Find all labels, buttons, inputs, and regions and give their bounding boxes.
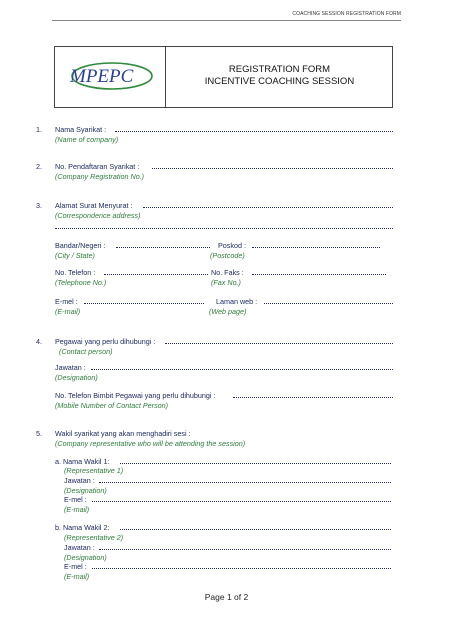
registration-no-field[interactable] [152, 168, 393, 169]
website-field[interactable] [264, 303, 393, 304]
rep2-name-field[interactable] [120, 529, 391, 530]
rep2-email-english: (E-mail) [64, 572, 90, 581]
section-1-number: 1. [36, 125, 42, 134]
rep1-english: (Representative 1) [64, 466, 124, 475]
mobile-number-label: No. Telefon Bimbit Pegawai yang perlu dihubungi : [55, 391, 216, 400]
representative-english: (Company representative who will be attending the session) [55, 439, 246, 448]
email-english: (E-mail) [55, 307, 81, 316]
rep1-email-label: E-mel : [64, 495, 87, 504]
company-name-english: (Name of company) [55, 135, 119, 144]
postcode-label: Poskod : [218, 241, 246, 250]
document-header-label: COACHING SESSION REGISTRATION FORM [292, 11, 401, 17]
fax-field[interactable] [252, 274, 386, 275]
mobile-number-field[interactable] [233, 397, 393, 398]
rep1-email-field[interactable] [92, 501, 391, 502]
email-label: E-mel : [55, 297, 78, 306]
fax-english: (Fax No.) [211, 278, 241, 287]
contact-person-field[interactable] [165, 343, 393, 344]
registration-no-label: No. Pendaftaran Syarikat : [55, 162, 140, 171]
website-english: (Web page) [209, 307, 247, 316]
rep2-designation-label: Jawatan : [64, 543, 95, 552]
address-field-2[interactable] [55, 228, 393, 229]
city-label: Bandar/Negeri : [55, 241, 106, 250]
company-name-label: Nama Syarikat : [55, 125, 107, 134]
form-subtitle: INCENTIVE COACHING SESSION [204, 76, 355, 87]
mobile-number-english: (Mobile Number of Contact Person) [55, 401, 169, 410]
contact-designation-field[interactable] [91, 369, 393, 370]
rep2-designation-field[interactable] [99, 549, 391, 550]
telephone-field[interactable] [104, 274, 208, 275]
city-field[interactable] [116, 247, 210, 248]
rep2-designation-english: (Designation) [64, 553, 107, 562]
email-field[interactable] [84, 303, 204, 304]
rep1-name-field[interactable] [120, 463, 391, 464]
section-4-number: 4. [36, 337, 42, 346]
logo-text: MPEPC [70, 66, 134, 87]
postcode-english: (Postcode) [210, 251, 245, 260]
rep1-name-label: a. Nama Wakil 1: [55, 457, 110, 466]
contact-person-english: (Contact person) [59, 347, 113, 356]
address-field-1[interactable] [143, 207, 393, 208]
header-divider [52, 20, 401, 21]
telephone-english: (Telephone No.) [55, 278, 107, 287]
registration-no-english: (Company Registration No.) [55, 172, 145, 181]
rep1-designation-english: (Designation) [64, 486, 107, 495]
telephone-label: No. Telefon : [55, 268, 96, 277]
contact-person-label: Pegawai yang perlu dihubungi : [55, 337, 156, 346]
rep1-designation-field[interactable] [99, 482, 391, 483]
representative-label: Wakil syarikat yang akan menghadiri sesi : [55, 429, 191, 438]
postcode-field[interactable] [252, 247, 380, 248]
contact-designation-english: (Designation) [55, 373, 98, 382]
form-title: REGISTRATION FORM [228, 64, 331, 75]
city-english: (City / State) [55, 251, 95, 260]
website-label: Laman web : [216, 297, 258, 306]
rep2-email-field[interactable] [92, 568, 391, 569]
rep1-designation-label: Jawatan : [64, 476, 95, 485]
section-3-number: 3. [36, 201, 42, 210]
mpepc-logo [60, 52, 162, 100]
address-english: (Correspondence address) [55, 211, 141, 220]
fax-label: No. Faks : [211, 268, 244, 277]
page-number: Page 1 of 2 [204, 592, 249, 602]
rep1-email-english: (E-mail) [64, 505, 90, 514]
rep2-email-label: E-mel : [64, 562, 87, 571]
rep2-english: (Representative 2) [64, 533, 124, 542]
section-5-number: 5. [36, 429, 42, 438]
contact-designation-label: Jawatan : [55, 363, 86, 372]
address-label: Alamat Surat Menyurat : [55, 201, 133, 210]
section-2-number: 2. [36, 162, 42, 171]
company-name-field[interactable] [115, 131, 393, 132]
rep2-name-label: b. Nama Wakil 2: [55, 523, 110, 532]
